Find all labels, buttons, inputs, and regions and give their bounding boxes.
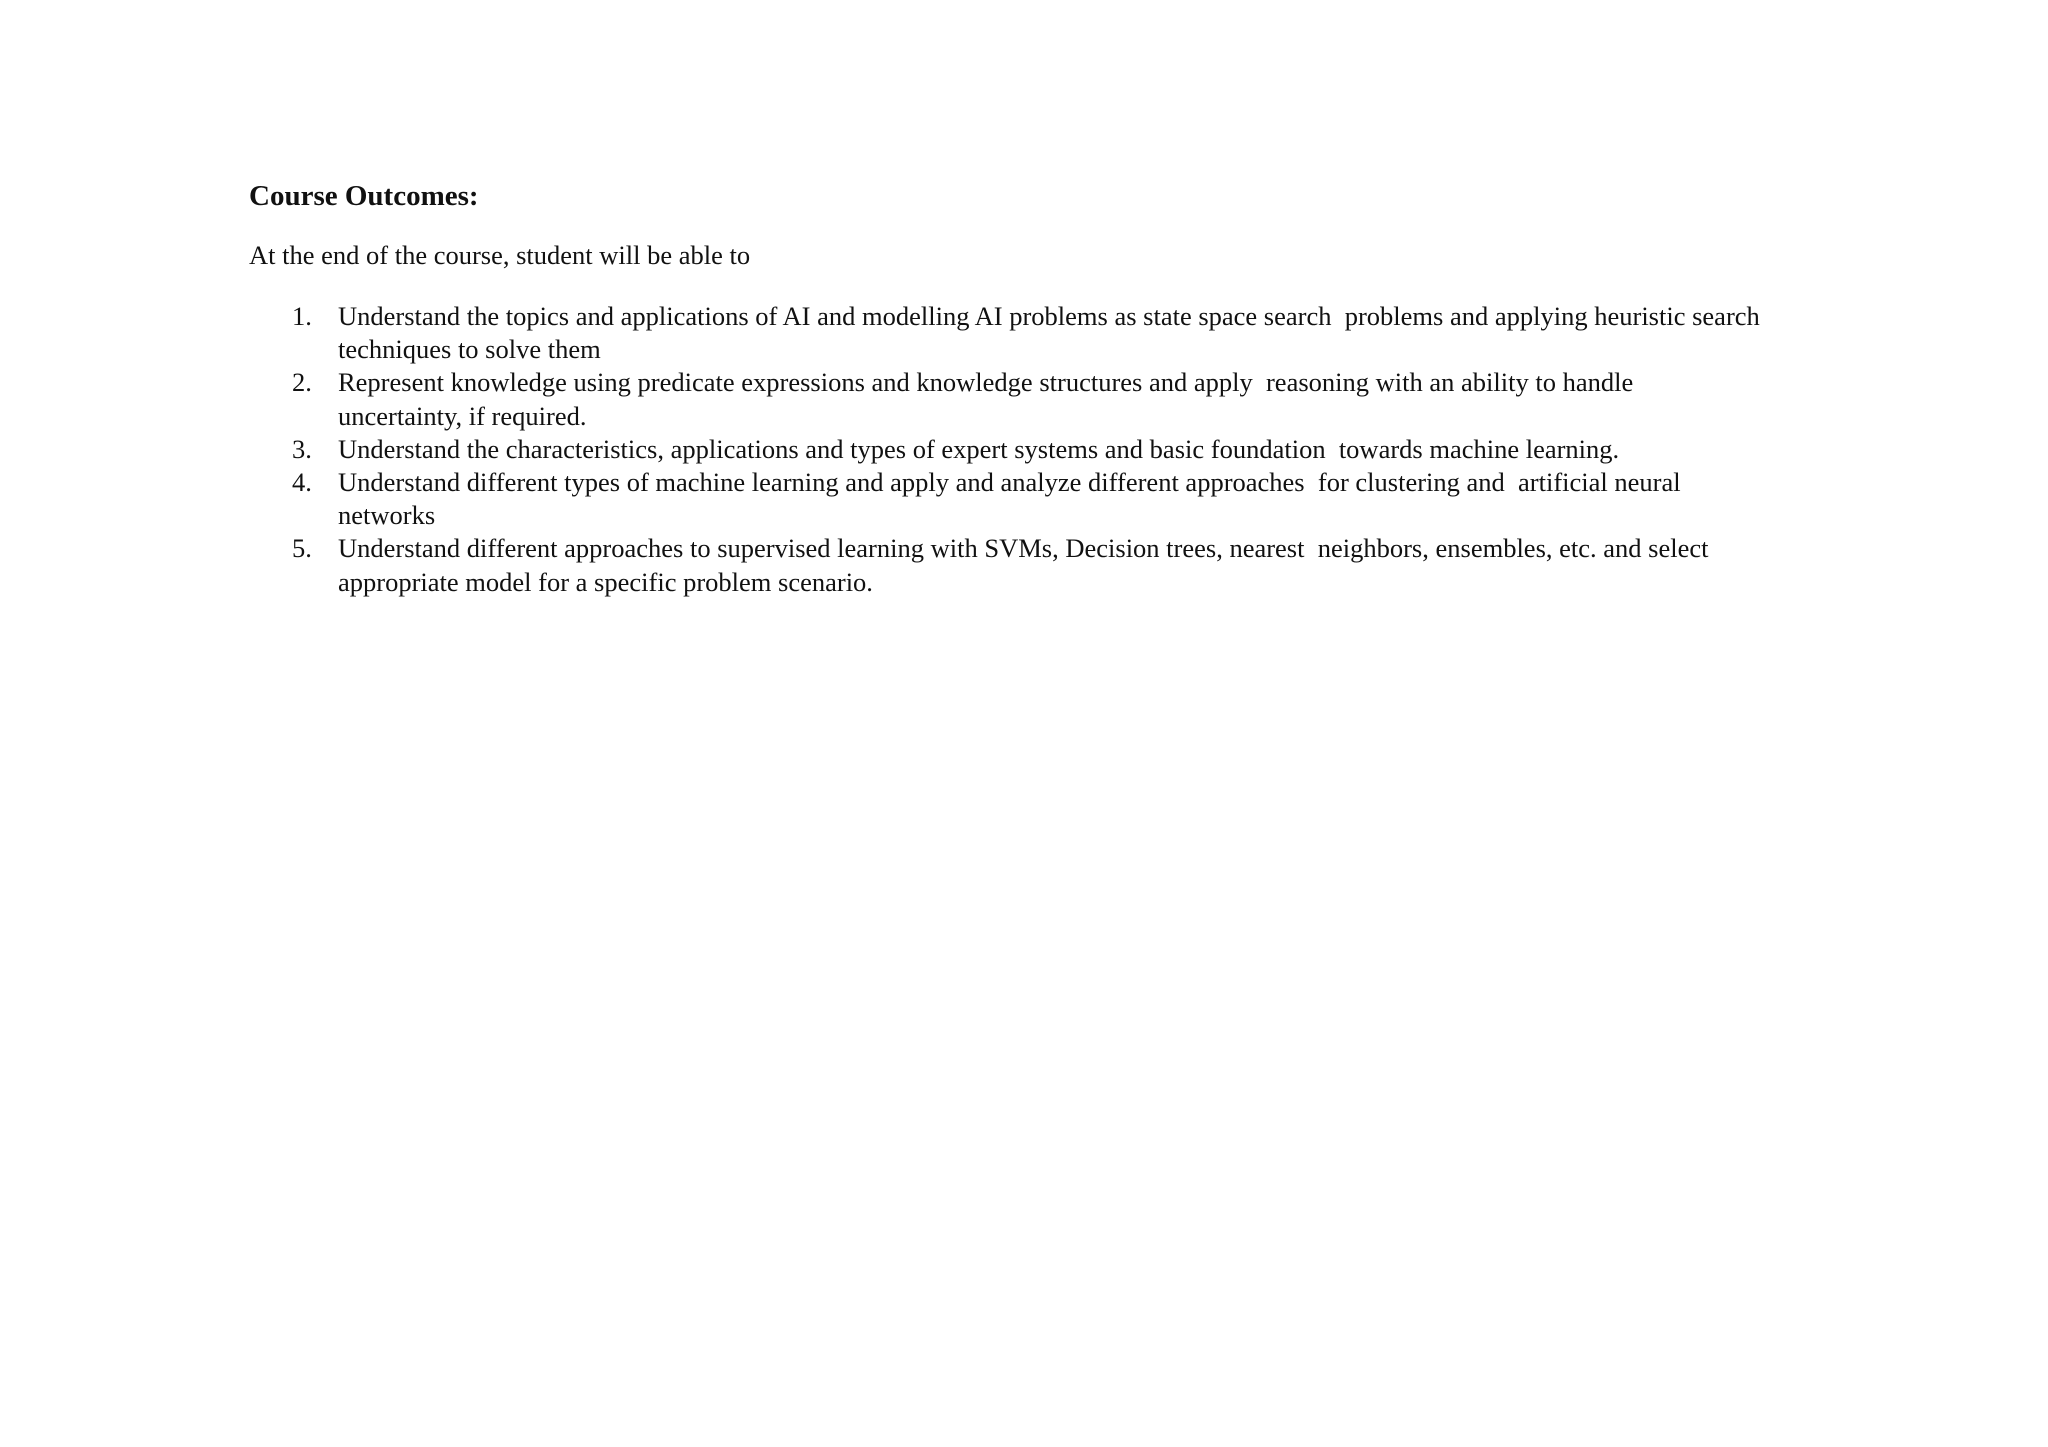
outcome-item-3 — [249, 433, 1809, 466]
outcome-number: 4. — [292, 467, 312, 498]
outcome-item-1 — [249, 300, 1809, 366]
outcome-line: Understand different types of machine learning and apply and analyze different approaches for clustering and artificial neural — [338, 467, 1681, 498]
outcome-line: techniques to solve them — [338, 334, 601, 365]
outcome-number: 2. — [292, 367, 312, 398]
outcome-item-4 — [249, 466, 1809, 532]
outcome-number: 3. — [292, 433, 312, 464]
outcome-line: uncertainty, if required. — [338, 400, 587, 431]
outcome-number: 1. — [292, 301, 312, 331]
section-heading: Course Outcomes: — [249, 180, 479, 212]
outcome-item-2 — [249, 366, 1809, 432]
outcomes-list — [249, 300, 1809, 599]
course-outcomes-section — [249, 176, 1809, 599]
outcome-item-5 — [249, 532, 1809, 598]
outcome-line: networks — [338, 500, 436, 531]
outcome-line: Understand the topics and applications of AI and modelling AI problems as state space search problems and applying heuristic search — [338, 301, 1760, 331]
outcome-line: Represent knowledge using predicate expressions and knowledge structures and apply reasoning with an ability to handle — [338, 367, 1634, 398]
outcome-line: Understand different approaches to supervised learning with SVMs, Decision trees, nearest neighbors, ensembles, etc. and select — [338, 533, 1709, 564]
outcome-number: 5. — [292, 533, 312, 564]
outcome-line: Understand the characteristics, applications and types of expert systems and basic foundation towards machine learning. — [338, 433, 1620, 464]
intro-text: At the end of the course, student will be able to — [249, 240, 751, 270]
outcome-line: appropriate model for a specific problem scenario. — [338, 566, 873, 597]
